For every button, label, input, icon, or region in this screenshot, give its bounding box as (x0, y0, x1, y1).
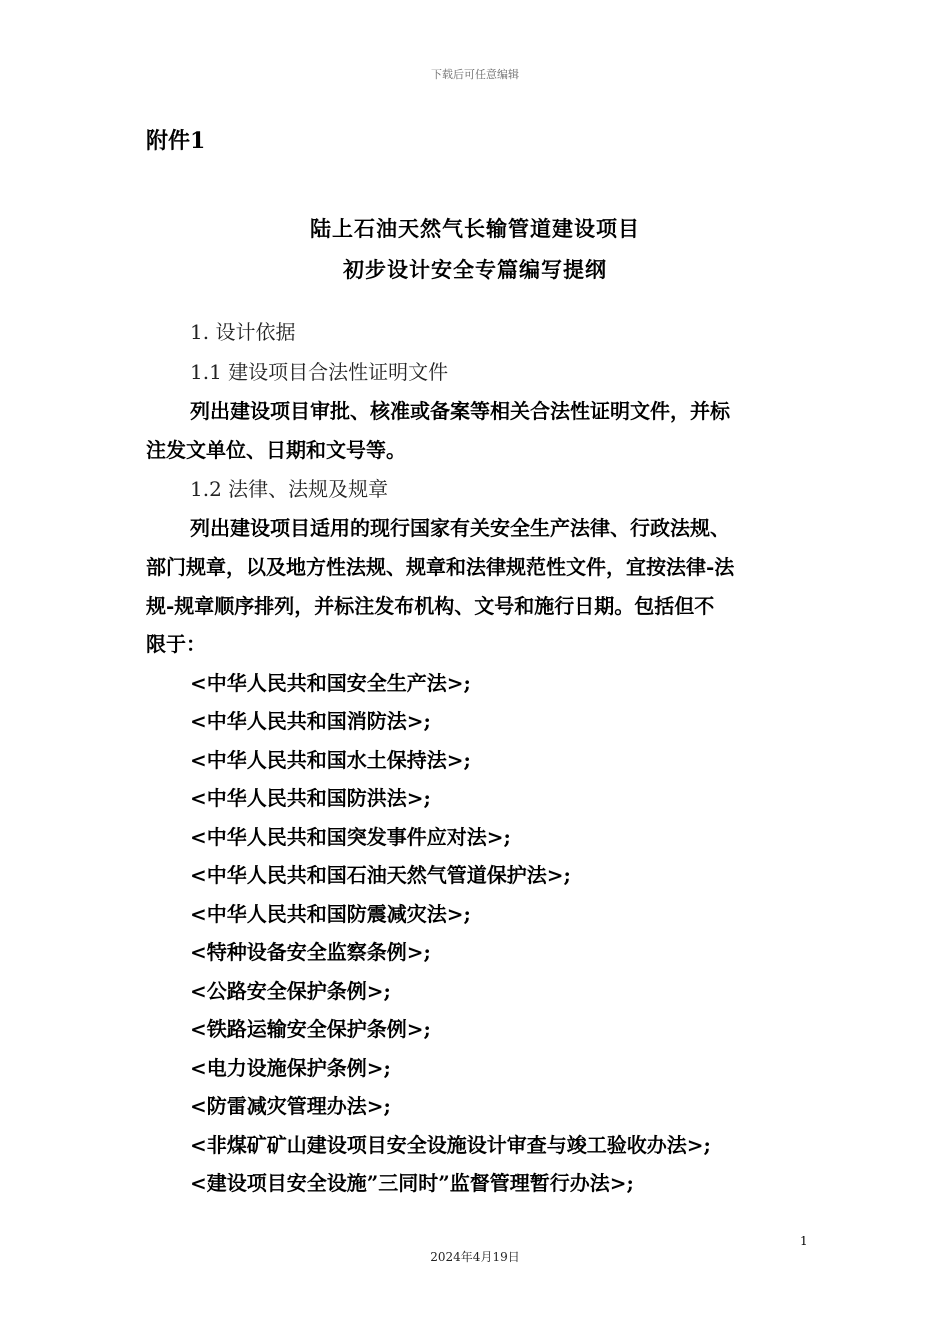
paragraph-1-line-1: 列出建设项目审批、核准或备案等相关合法性证明文件，并标 (190, 399, 730, 423)
page-footer-date: 2024年4月19日 (430, 1250, 520, 1264)
paragraph-1-line-2: 注发文单位、日期和文号等。 (146, 438, 406, 462)
paragraph-2-line-4: 限于： (146, 632, 206, 656)
law-list-item: <建设项目安全设施”三同时”监督管理暂行办法>; (190, 1171, 634, 1195)
paragraph-2-line-1: 列出建设项目适用的现行国家有关安全生产法律、行政法规、 (190, 516, 730, 540)
law-list-item: <中华人民共和国消防法>; (190, 709, 431, 733)
law-list-item: <中华人民共和国安全生产法>; (190, 671, 471, 695)
law-list-item: <电力设施保护条例>; (190, 1056, 391, 1080)
law-list-item: <非煤矿矿山建设项目安全设施设计审查与竣工验收办法>; (190, 1133, 711, 1157)
law-list-item: <公路安全保护条例>; (190, 979, 391, 1003)
attachment-label: 附件1 (146, 128, 206, 154)
law-list-item: <铁路运输安全保护条例>; (190, 1017, 431, 1041)
law-list-item: <特种设备安全监察条例>; (190, 940, 431, 964)
paragraph-2-line-3: 规-规章顺序排列，并标注发布机构、文号和施行日期。包括但不 (146, 594, 715, 618)
document-title-line-2: 初步设计安全专篇编写提纲 (343, 257, 607, 282)
section-heading-1-2: 1.2 法律、法规及规章 (190, 477, 389, 501)
section-heading-1-1: 1.1 建设项目合法性证明文件 (190, 360, 449, 384)
law-list-item: <防雷减灾管理办法>; (190, 1094, 391, 1118)
law-list-item: <中华人民共和国突发事件应对法>; (190, 825, 511, 849)
document-title-line-1: 陆上石油天然气长输管道建设项目 (310, 216, 640, 241)
section-heading-1: 1. 设计依据 (190, 320, 296, 344)
law-list-item: <中华人民共和国水土保持法>; (190, 748, 471, 772)
law-list-item: <中华人民共和国防洪法>; (190, 786, 431, 810)
law-list-item: <中华人民共和国防震减灾法>; (190, 902, 471, 926)
law-list-item: <中华人民共和国石油天然气管道保护法>; (190, 863, 571, 887)
paragraph-2-line-2: 部门规章，以及地方性法规、规章和法律规范性文件，宜按法律-法 (146, 555, 735, 579)
page-header: 下载后可任意编辑 (431, 68, 519, 81)
page-number: 1 (800, 1234, 808, 1248)
